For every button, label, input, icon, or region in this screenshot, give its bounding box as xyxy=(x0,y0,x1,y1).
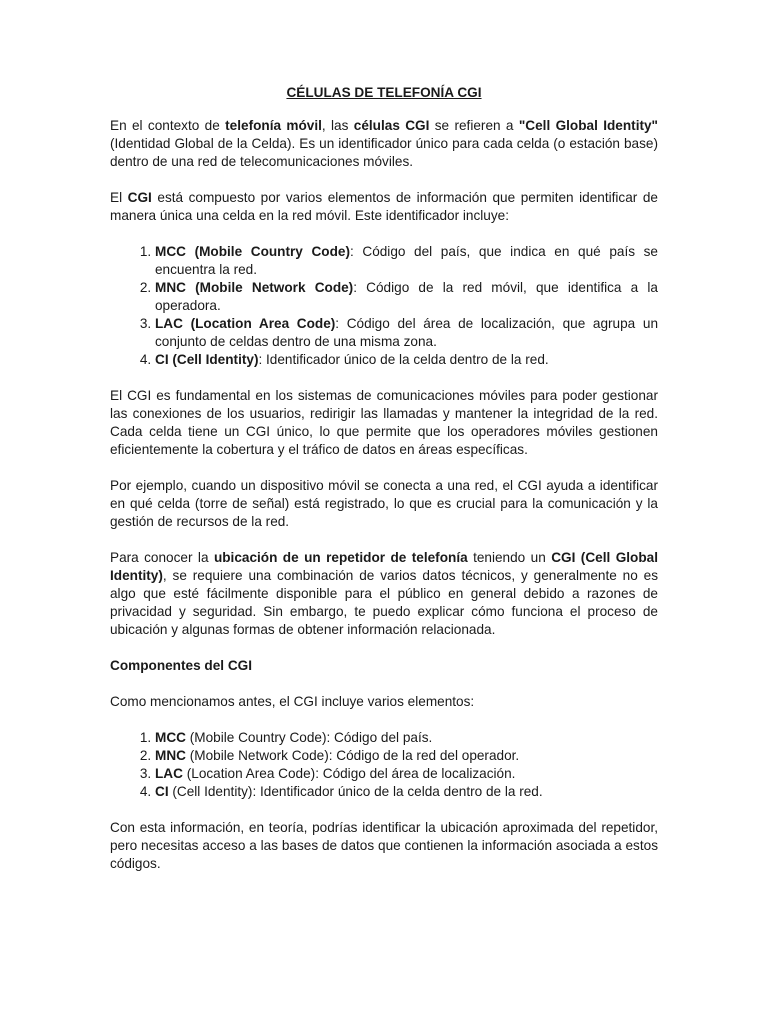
list-item-desc: : Código del área de localización, que agrupa un conjunto de celdas dentro de una misma zona. xyxy=(155,316,659,349)
intro-paragraph xyxy=(110,117,658,171)
elements-list-short xyxy=(110,729,658,801)
list-item-term: MNC xyxy=(155,748,186,763)
bold-term: CGI xyxy=(127,190,152,205)
list-item xyxy=(155,765,658,783)
document-title: CÉLULAS DE TELEFONÍA CGI xyxy=(286,85,482,100)
text-run: , se requiere una combinación de varios datos técnicos, y generalmente no es algo que esté fácilmente disponible para el público en general debido a razones de privacidad y seguridad. Sin embargo, te puedo explicar cómo funciona el proceso de ubicación y algunas formas de obtener información relacionada. xyxy=(110,568,658,637)
list-item-desc: (Location Area Code): Código del área de localización. xyxy=(182,766,516,781)
list-item xyxy=(155,729,658,747)
bold-term: "Cell Global Identity" xyxy=(518,118,659,133)
text-run: Para conocer la xyxy=(110,550,214,565)
elements-list-detailed xyxy=(110,243,658,369)
list-item-term: MCC xyxy=(155,730,186,745)
list-item-term: CI (Cell Identity) xyxy=(155,352,259,367)
list-item-term: MNC (Mobile Network Code) xyxy=(155,280,354,295)
text-run: , las xyxy=(321,118,354,133)
bold-term: CGI (Cell Global Identity) xyxy=(110,550,658,583)
list-item xyxy=(155,783,658,801)
list-item xyxy=(155,315,658,351)
text-run: se refieren a xyxy=(429,118,519,133)
list-item-desc: (Mobile Network Code): Código de la red del operador. xyxy=(185,748,520,763)
text-run: El xyxy=(110,190,128,205)
list-item-desc: : Código de la red móvil, que identifica a la operadora. xyxy=(155,280,658,313)
conclusion-paragraph: Con esta información, en teoría, podrías identificar la ubicación aproximada del repetidor, pero necesitas acceso a las bases de datos que contienen la información asociada a estos códigos. xyxy=(110,820,658,871)
text-run: teniendo un xyxy=(467,550,552,565)
list-item-desc: : Código del país, que indica en qué país se encuentra la red. xyxy=(155,244,658,277)
list-item-desc: (Mobile Country Code): Código del país. xyxy=(185,730,433,745)
components-intro-paragraph: Como mencionamos antes, el CGI incluye varios elementos: xyxy=(110,694,475,709)
text-run: (Identidad Global de la Celda). Es un identificador único para cada celda (o estación base) dentro de una red de telecomunicaciones móviles. xyxy=(110,136,658,169)
list-item-term: LAC (Location Area Code) xyxy=(155,316,336,331)
example-paragraph: Por ejemplo, cuando un dispositivo móvil se conecta a una red, el CGI ayuda a identificar en qué celda (torre de señal) está registrado, lo que es crucial para la comunicación y la gestión de recursos de la red. xyxy=(110,478,658,529)
list-item-term: LAC xyxy=(155,766,183,781)
bold-term: telefonía móvil xyxy=(225,118,322,133)
list-item xyxy=(155,243,658,279)
list-item xyxy=(155,279,658,315)
text-run: En el contexto de xyxy=(110,118,226,133)
section-heading: Componentes del CGI xyxy=(110,658,252,673)
location-paragraph xyxy=(110,549,658,639)
list-item-desc: (Cell Identity): Identificador único de la celda dentro de la red. xyxy=(168,784,543,799)
bold-term: células CGI xyxy=(353,118,430,133)
list-item-desc: : Identificador único de la celda dentro de la red. xyxy=(258,352,549,367)
composition-paragraph xyxy=(110,189,658,225)
list-item-term: CI xyxy=(155,784,169,799)
list-item-term: MCC (Mobile Country Code) xyxy=(155,244,350,259)
list-item xyxy=(155,747,658,765)
text-run: está compuesto por varios elementos de información que permiten identificar de manera única una celda en la red móvil. Este identificador incluye: xyxy=(110,190,658,223)
bold-term: ubicación de un repetidor de telefonía xyxy=(213,550,468,565)
list-item xyxy=(155,351,658,369)
importance-paragraph: El CGI es fundamental en los sistemas de comunicaciones móviles para poder gestionar las conexiones de los usuarios, redirigir las llamadas y mantener la integridad de la red. Cada celda tiene un CGI único, lo que permite que los operadores móviles gestionen eficientemente la cobertura y el tráfico de datos en áreas específicas. xyxy=(110,388,658,457)
